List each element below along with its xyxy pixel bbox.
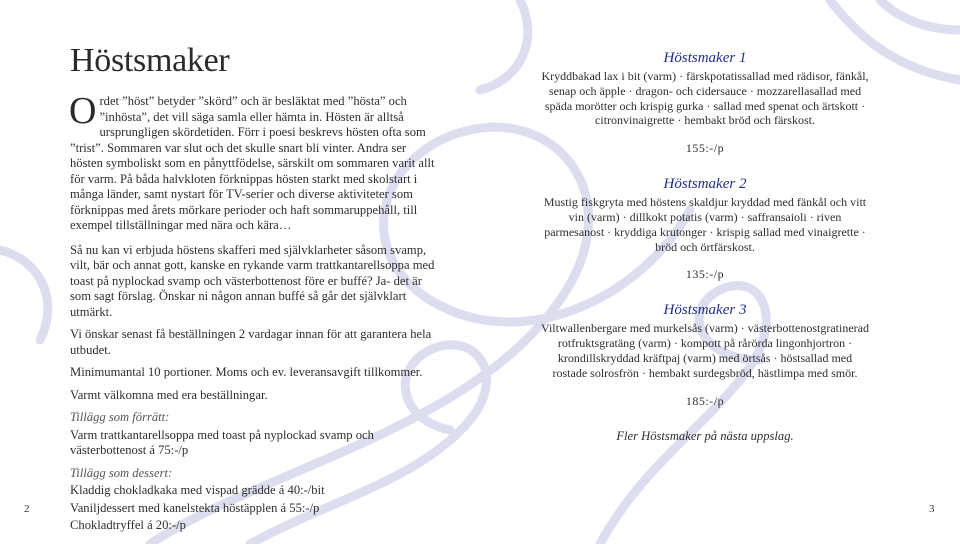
starter-text: Varm trattkantarellsoppa med toast på nyplockad svamp och västerbottenost á 75:-/p xyxy=(70,427,374,457)
menu-section-1 xyxy=(541,50,869,156)
menu-section-2 xyxy=(541,176,869,282)
page-number-left: 2 xyxy=(24,503,30,515)
menu-description: Kryddbakad lax i bit (varm) · färskpotatissallad med rädisor, fänkål, senap och äpple · dragon- och cidersauce · mozzarellasallad med späda morötter och krispig gurka · sallad med spenat och ärtskott · citronvinaigrette · hembakt bröd och färskost. xyxy=(541,69,869,128)
menu-description: Mustig fiskgryta med höstens skaldjur kryddad med fänkål och vitt vin (varm) · dillkokt potatis (varm) · saffransaioli · riven parmesanost · kryddiga krutonger · krispig sallad med vinaigrette · bröd och örtfärskost. xyxy=(543,195,867,254)
dessert-item: Kladdig chokladkaka med vispad grädde á 40:-/bit xyxy=(70,483,325,497)
drop-cap: O xyxy=(69,90,97,132)
menu-title: Höstsmaker 2 xyxy=(663,176,747,193)
dessert-heading: Tillägg som dessert: xyxy=(70,465,173,480)
page-title: Höstsmaker xyxy=(70,42,230,79)
menu-title: Höstsmaker 1 xyxy=(663,50,747,66)
right-page-menus xyxy=(541,50,869,444)
menu-price: 185:-/p xyxy=(685,393,725,408)
left-page xyxy=(70,42,442,536)
intro-paragraph xyxy=(69,90,442,234)
more-menus-note: Fler Höstsmaker på nästa uppslag. xyxy=(616,428,794,443)
minimum-order-paragraph: Minimumantal 10 portioner. Moms och ev. leveransavgift tillkommer. xyxy=(70,365,423,379)
order-deadline-paragraph: Vi önskar senast få beställningen 2 vardagar innan för att garantera hela utbudet. xyxy=(70,327,432,357)
dessert-item: Vaniljdessert med kanelstekta höstäpplen á 55:-/p xyxy=(70,500,320,515)
menu-price: 135:-/p xyxy=(685,267,725,282)
page-number-right: 3 xyxy=(929,503,935,515)
starter-heading: Tillägg som förrätt: xyxy=(70,410,170,424)
intro-text: rdet ”höst” betyder ”skörd” och är besläktat med ”hösta” och ”inhösta”, det vill säga samla eller hämta in. Hösten är alltså ursprungligen skördetiden. Förr i poesi beskrevs hösten ofta som ”trist”. Sommaren var slut och det skulle snart bli vinter. Andra ser hösten symboliskt som en pånyttfödelse, särskilt om sommaren varit allt för varm. På båda halvkloten förknippas hösten starkt med skolstart i många länder, samt nystart för TV-serier och diverse aktiviteter som förknippas med årets mörkare perioder och haft sommaruppehåll, till exempel tillställningar med nära och kära… xyxy=(70,94,435,232)
offer-paragraph: Så nu kan vi erbjuda höstens skafferi med självklarheter såsom svamp, vilt, bär och annat gott, kanske en rykande varm trattkantarellsoppa med toast på nyplockad svamp och västerbottenost före er buffé? Ja- det är som sagt förslag. Önskar ni någon annan buffé så går det självklart utmärkt. xyxy=(70,242,435,319)
dessert-item: Chokladtryffel á 20:-/p xyxy=(70,518,186,532)
menu-section-3 xyxy=(541,302,869,408)
menu-price: 155:-/p xyxy=(685,141,725,156)
menu-title: Höstsmaker 3 xyxy=(663,302,747,319)
welcome-paragraph: Varmt välkomna med era beställningar. xyxy=(70,387,268,402)
menu-description: Viltwallenbergare med murkelsås (varm) · västerbottenostgratinerad rotfruktsgratäng (varm) · kompott på rårörda lingonhjortron · krondillskryddad kräftpaj (varm) med örtsås · höstsallad med rostade solrosfrön · hembakt surdegsbröd, hästlimpa med smör. xyxy=(541,321,869,380)
